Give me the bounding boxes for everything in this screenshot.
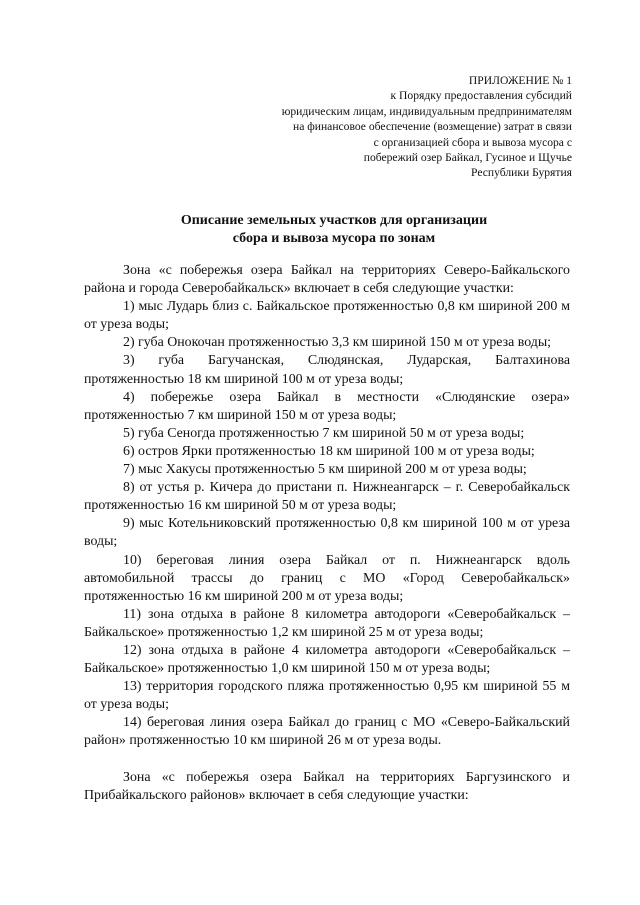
list-item: 11) зона отдыха в районе 8 километра автодороги «Северобайкальск – Байкальское» протяженностью 1,2 км шириной 25 м от уреза воды; [84, 606, 570, 640]
appendix-title: ПРИЛОЖЕНИЕ № 1 [468, 74, 572, 87]
list-item: 1) мыс Лударь близ с. Байкальское протяженностью 0,8 км шириной 200 м от уреза воды; [84, 299, 570, 333]
list-item: 5) губа Сеногда протяженностью 7 км шириной 50 м от уреза воды; [123, 425, 525, 441]
list-item: 2) губа Онокочан протяженностью 3,3 км шириной 150 м от уреза воды; [123, 335, 552, 351]
zone-intro-paragraph: Зона «с побережья озера Байкал на территориях Баргузинского и Прибайкальского районов» включает в себя следующие участки: [84, 769, 570, 803]
appendix-line: с организацией сбора и вывоза мусора с [373, 135, 572, 149]
list-item: 8) от устья р. Кичера до пристани п. Нижнеангарск – г. Северобайкальск протяженностью 16 км шириной 50 м от уреза воды; [84, 480, 570, 514]
heading-line-2: сбора и вывоза мусора по зонам [232, 231, 436, 246]
document-heading [84, 212, 584, 248]
appendix-line: Республики Бурятия [471, 166, 572, 180]
list-item: 13) территория городского пляжа протяженностью 0,95 км шириной 55 м от уреза воды; [84, 679, 570, 713]
document-body [84, 262, 570, 805]
list-item: 7) мыс Хакусы протяженностью 5 км шириной 200 м от уреза воды; [123, 462, 527, 478]
appendix-line: к Порядку предоставления субсидий [390, 89, 572, 103]
zone-intro-paragraph: Зона «с побережья озера Байкал на территориях Северо-Байкальского района и города Северобайкальск» включает в себя следующие участки: [84, 263, 570, 297]
appendix-block [212, 73, 572, 181]
appendix-line: побережий озер Байкал, Гусиное и Щучье [363, 151, 572, 165]
list-item: 12) зона отдыха в районе 4 километра автодороги «Северобайкальск – Байкальское» протяженностью 1,0 км шириной 150 м от уреза воды; [84, 642, 570, 677]
list-item: 10) береговая линия озера Байкал от п. Нижнеангарск вдоль автомобильной трассы до границ с МО «Город Северобайкальск» протяженностью 16 км шириной 200 м от уреза воды; [84, 552, 570, 604]
list-item: 14) береговая линия озера Байкал до границ с МО «Северо-Байкальский район» протяженностью 10 км шириной 26 м от уреза воды. [84, 715, 570, 749]
appendix-line: юридическим лицам, индивидуальным предпринимателям [281, 104, 572, 118]
list-item: 9) мыс Котельниковский протяженностью 0,8 км шириной 100 м от уреза воды; [84, 516, 570, 550]
list-item: 4) побережье озера Байкал в местности «Слюдянские озера» протяженностью 7 км шириной 150 м от уреза воды; [84, 389, 570, 423]
appendix-line: на финансовое обеспечение (возмещение) затрат в связи [293, 120, 572, 134]
list-item: 6) остров Ярки протяженностью 18 км шириной 100 м от уреза воды; [123, 443, 535, 459]
list-item: 3) губа Багучанская, Слюдянская, Лударская, Балтахинова протяженностью 18 км шириной 100 м от уреза воды; [84, 353, 570, 387]
heading-line-1: Описание земельных участков для организации [180, 213, 488, 228]
